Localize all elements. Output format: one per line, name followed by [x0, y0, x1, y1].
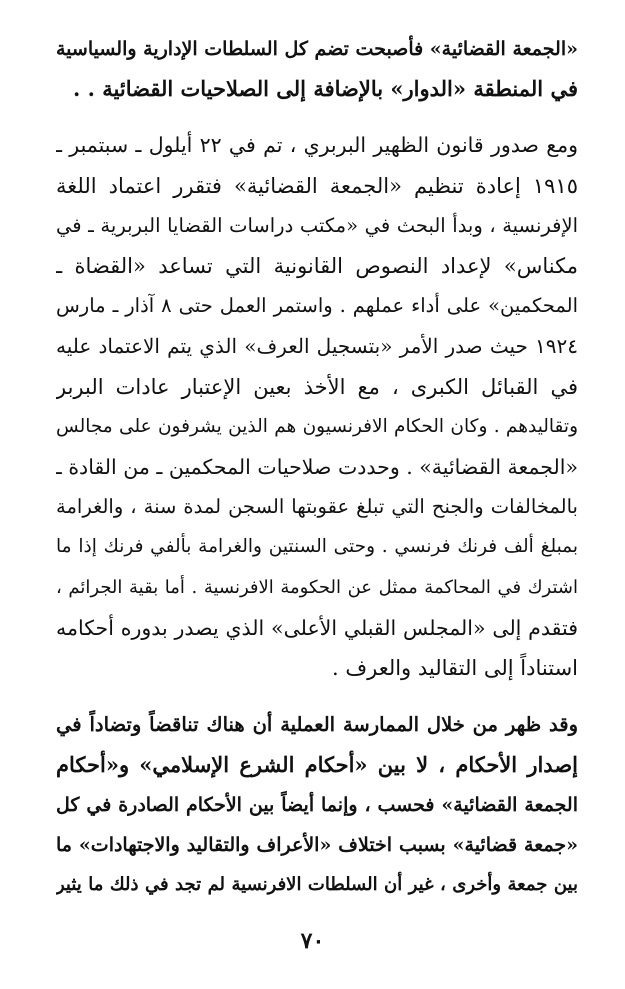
text-line: «جمعة قضائية» بسبب اختلاف «الأعراف والتقاليد والاجتهادات» ما: [56, 834, 578, 856]
text-line: ومع صدور قانون الظهير البربري ، تم في ٢٢ أيلول ـ سبتمبر ـ: [56, 133, 578, 157]
text-line: بين جمعة وأخرى ، غير أن السلطات الافرنسية لم تجد في ذلك ما يثير: [56, 874, 578, 895]
text-line: ١٩١٥ إعادة تنظيم «الجمعة القضائية» فتقرر اعتماد اللغة: [56, 174, 578, 198]
text-line: «الجمعة القضائية» فأصبحت تضم كل السلطات الإدارية والسياسية: [56, 38, 578, 60]
text-line: الجمعة القضائية» فحسب ، وإنما أيضاً بين الأحكام الصادرة في كل: [56, 794, 578, 816]
text-line: في القبائل الكبرى ، مع الأخذ بعين الإعتبار عادات البربر: [56, 375, 578, 399]
text-line: وقد ظهر من خلال الممارسة العملية أن هناك تناقضاً وتضاداً في: [56, 713, 578, 736]
text-line: «الجمعة القضائية» . وحددت صلاحيات المحكمين ـ من القادة ـ: [56, 455, 578, 479]
text-line: إصدار الأحكام ، لا بين «أحكام الشرع الإسلامي» و«أحكام: [56, 752, 578, 777]
text-line: الإفرنسية ، وبدأ البحث في «مكتب دراسات القضايا البربرية ـ في: [56, 214, 578, 237]
text-line: ١٩٢٤ حيث صدر الأمر «بتسجيل العرف» الذي يتم الاعتماد عليه: [56, 334, 578, 358]
text-line: المحكمين» على أداء عملهم . واستمر العمل حتى ٨ آذار ـ مارس: [56, 294, 578, 317]
text-line: مكناس» لإعداد النصوص القانونية التي تساعد «القضاة ـ: [56, 254, 578, 278]
text-line: بالمخالفات والجنح التي تبلغ عقوبتها السجن لمدة سنة ، والغرامة: [56, 495, 578, 518]
text-line: فتقدم إلى «المجلس القبلي الأعلى» الذي يصدر بدوره أحكامه: [56, 616, 578, 640]
text-line: وتقاليدهم . وكان الحكام الافرنسيون هم الذين يشرفون على مجالس: [56, 416, 578, 437]
text-line: بمبلغ ألف فرنك فرنسي . وحتى السنتين والغرامة بألفي فرنك إذا ما: [56, 536, 578, 557]
text-line: استناداً إلى التقاليد والعرف .: [331, 656, 578, 680]
text-line: في المنطقة «الدوار» بالإضافة إلى الصلاحيات القضائية . .: [73, 76, 578, 101]
page-number: ٧٠: [300, 928, 325, 954]
text-line: اشترك في المحاكمة ممثل عن الحكومة الافرنسية . أما بقية الجرائم ،: [56, 577, 578, 598]
